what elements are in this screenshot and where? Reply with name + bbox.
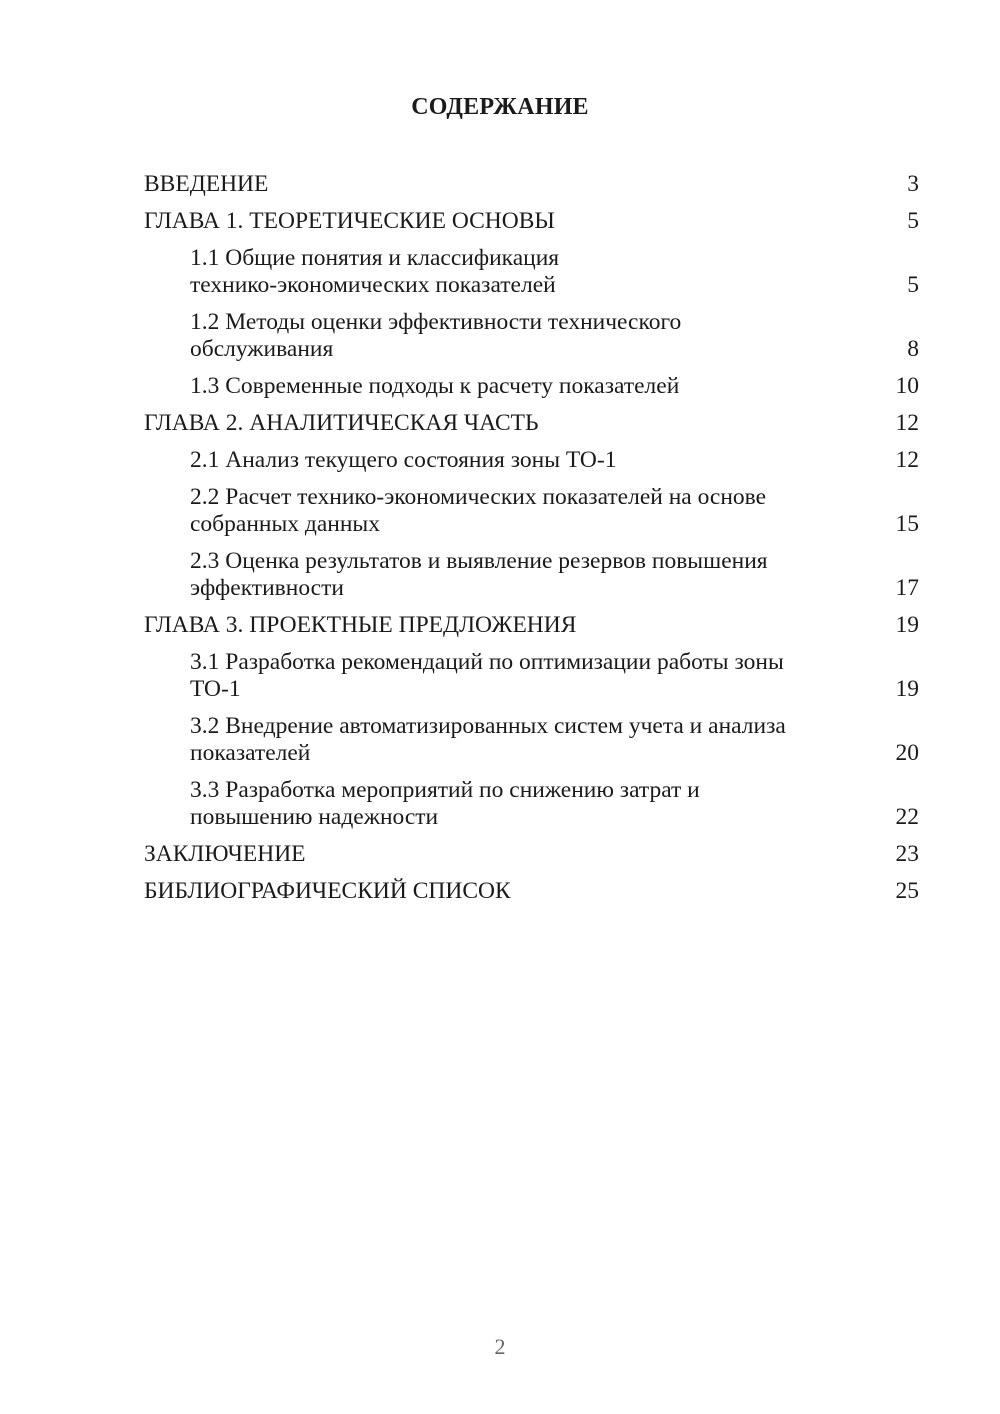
toc-entry-title: БИБЛИОГРАФИЧЕСКИЙ СПИСОК: [144, 878, 511, 904]
toc-entry-title: 3.1 Разработка рекомендаций по оптимизации работы зоны ТО-1: [190, 649, 784, 702]
toc-entry-title: ГЛАВА 2. АНАЛИТИЧЕСКАЯ ЧАСТЬ: [144, 410, 539, 436]
page-number: 2: [494, 1334, 506, 1359]
toc-entry-section-2-1[interactable]: [144, 444, 919, 481]
toc-entry-title: 2.2 Расчет технико-экономических показателей на основе собранных данных: [190, 484, 767, 537]
toc-entry-title: 1.1 Общие понятия и классификация технико-экономических показателей: [190, 245, 560, 298]
toc-entry-title: ГЛАВА 1. ТЕОРЕТИЧЕСКИЕ ОСНОВЫ: [144, 208, 555, 234]
toc-entry-page: 25: [895, 878, 919, 904]
toc-entry-page: 5: [907, 272, 919, 298]
toc-entry-page: 5: [907, 208, 919, 234]
toc-entry-conclusion[interactable]: [144, 838, 919, 875]
toc-entry-page: 10: [895, 373, 919, 399]
toc-heading: СОДЕРЖАНИЕ: [411, 94, 589, 120]
toc-entry-page: 8: [907, 336, 919, 362]
toc-entry-title: ЗАКЛЮЧЕНИЕ: [144, 841, 306, 867]
toc-entry-page: 12: [895, 410, 919, 436]
toc-entry-title: 3.2 Внедрение автоматизированных систем учета и анализа показателей: [190, 713, 786, 766]
toc-entry-section-2-3[interactable]: [144, 545, 919, 609]
table-of-contents: [144, 168, 919, 912]
toc-entry-page: 23: [895, 841, 919, 867]
toc-entry-chapter-1[interactable]: [144, 205, 919, 242]
toc-entry-section-3-2[interactable]: [144, 710, 919, 774]
toc-entry-page: 17: [895, 575, 919, 601]
toc-entry-section-1-3[interactable]: [144, 370, 919, 407]
toc-entry-title: 1.2 Методы оценки эффективности технического обслуживания: [190, 309, 682, 362]
toc-entry-title: ВВЕДЕНИЕ: [144, 171, 269, 197]
toc-entry-chapter-3[interactable]: [144, 609, 919, 646]
toc-entry-title: 3.3 Разработка мероприятий по снижению затрат и повышению надежности: [190, 777, 700, 830]
toc-entry-page: 19: [895, 612, 919, 638]
toc-entry-page: 3: [907, 171, 919, 197]
toc-entry-introduction[interactable]: [144, 168, 919, 205]
toc-entry-title: 1.3 Современные подходы к расчету показателей: [190, 373, 680, 399]
toc-entry-section-3-3[interactable]: [144, 774, 919, 838]
toc-entry-section-3-1[interactable]: [144, 646, 919, 710]
toc-entry-page: 22: [895, 804, 919, 830]
toc-entry-title: ГЛАВА 3. ПРОЕКТНЫЕ ПРЕДЛОЖЕНИЯ: [144, 612, 577, 638]
toc-entry-section-1-1[interactable]: [144, 242, 919, 306]
toc-entry-section-1-2[interactable]: [144, 306, 919, 370]
toc-entry-title: 2.3 Оценка результатов и выявление резервов повышения эффективности: [190, 548, 768, 601]
toc-entry-section-2-2[interactable]: [144, 481, 919, 545]
toc-entry-page: 12: [895, 447, 919, 473]
toc-entry-page: 15: [895, 511, 919, 537]
toc-entry-title: 2.1 Анализ текущего состояния зоны ТО-1: [190, 447, 617, 473]
toc-entry-bibliography[interactable]: [144, 875, 919, 912]
toc-entry-page: 19: [895, 676, 919, 702]
toc-entry-chapter-2[interactable]: [144, 407, 919, 444]
toc-entry-page: 20: [895, 740, 919, 766]
